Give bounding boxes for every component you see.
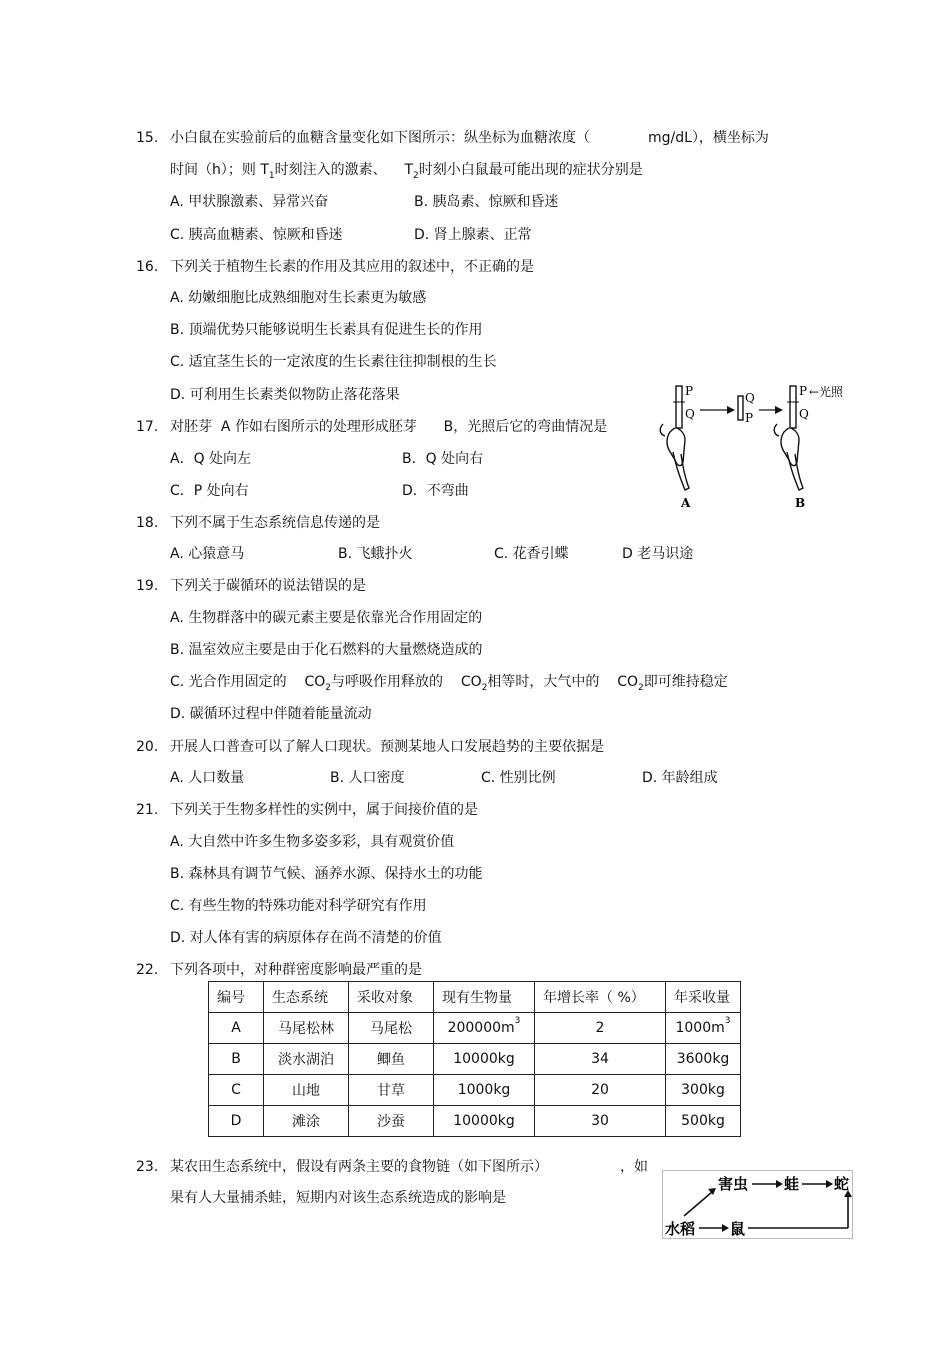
table-row <box>209 1013 741 1044</box>
column-header: 年采收量 <box>666 982 741 1013</box>
node-mouse: 鼠 <box>730 1220 746 1238</box>
question-number: 22. <box>136 962 159 978</box>
option-d: D. 肾上腺素、正常 <box>414 227 532 243</box>
option-b: B. 顶端优势只能够说明生长素具有促进生长的作用 <box>170 322 483 338</box>
label-p-a: P <box>685 384 694 398</box>
table-cell: 淡水湖泊 <box>264 1044 349 1075</box>
table-row <box>209 1075 741 1106</box>
light-label: ←光照 <box>809 385 844 399</box>
option-d: D. 碳循环过程中伴随着能量流动 <box>170 706 372 722</box>
table-cell: A <box>209 1013 264 1044</box>
question-stem: 小白鼠在实验前后的血糖含量变化如下图所示：纵坐标为血糖浓度（ mg/dL），横坐标为 <box>170 130 769 146</box>
label-p-b: P <box>799 384 808 398</box>
question-stem: 下列关于生物多样性的实例中，属于间接价值的是 <box>170 802 478 818</box>
option-c: C. 光合作用固定的 $CO_2$与呼吸作用释放的 $CO_2$相等时，大气中的 $CO_2$即可维持稳定 <box>170 674 728 693</box>
option-a: A．Q 处向左 <box>170 451 252 467</box>
node-pest: 害虫 <box>718 1175 749 1193</box>
table-cell: 500kg <box>666 1106 741 1137</box>
coleoptile-figure <box>655 380 855 510</box>
node-snake: 蛇 <box>834 1175 850 1193</box>
question-stem-line2: 果有人大量捕杀蛙，短期内对该生态系统造成的影响是 <box>170 1190 506 1206</box>
option-d: D. 对人体有害的病原体存在尚不清楚的价值 <box>170 930 442 946</box>
question-stem: 下列关于植物生长素的作用及其应用的叙述中，不正确的是 <box>170 259 534 275</box>
label-q-b: Q <box>799 407 809 421</box>
question-number: 17. <box>136 419 159 435</box>
column-header: 生态系统 <box>264 982 349 1013</box>
population-table <box>208 981 741 1137</box>
cut-segment <box>738 396 743 420</box>
option-b: B. 森林具有调节气候、涵养水源、保持水土的功能 <box>170 866 483 882</box>
table-cell: 10000kg <box>434 1106 535 1137</box>
table-cell: $1000m^3$ <box>666 1013 741 1044</box>
table-cell: 1000kg <box>434 1075 535 1106</box>
option-c: C．P 处向右 <box>170 483 249 499</box>
option-b: B. 温室效应主要是由于化石燃料的大量燃烧造成的 <box>170 642 483 658</box>
table-cell: 滩涂 <box>264 1106 349 1137</box>
food-web-diagram <box>662 1170 854 1240</box>
question-stem: 下列各项中，对种群密度影响最严重的是 <box>170 962 422 978</box>
node-frog: 蛙 <box>784 1175 800 1193</box>
table-cell: 山地 <box>264 1075 349 1106</box>
arrow-icon <box>700 406 735 414</box>
option-a: A. 生物群落中的碳元素主要是依靠光合作用固定的 <box>170 610 483 626</box>
question-number: 18. <box>136 515 159 531</box>
label-a: A <box>681 496 691 510</box>
option-a: A. 人口数量 <box>170 770 245 786</box>
label-q-mid: Q <box>745 391 755 405</box>
question-stem: 对胚芽 A 作如右图所示的处理形成胚芽 B，光照后它的弯曲情况是 <box>170 419 608 435</box>
table-row <box>209 1106 741 1137</box>
food-web-arrows <box>684 1180 852 1232</box>
option-c: C. 胰高血糖素、惊厥和昏迷 <box>170 227 343 243</box>
table-cell: 300kg <box>666 1075 741 1106</box>
column-header: 编号 <box>209 982 264 1013</box>
question-stem-end: ，如 <box>620 1159 648 1175</box>
option-d: D．不弯曲 <box>402 483 469 499</box>
column-header: 年增长率（ %） <box>535 982 666 1013</box>
question-stem: 下列不属于生态系统信息传递的是 <box>170 515 380 531</box>
option-b: B. 人口密度 <box>330 770 405 786</box>
option-c: C. 性别比例 <box>481 770 556 786</box>
option-a: A. 心猿意马 <box>170 546 245 562</box>
question-stem: 开展人口普查可以了解人口现状。预测某地人口发展趋势的主要依据是 <box>170 739 604 755</box>
table-header-row <box>209 982 741 1013</box>
question-stem-line2: 时间（h）；则 $T_1$时刻注入的激素、 $T_2$时刻小白鼠最可能出现的症状分别是 <box>170 162 643 181</box>
column-header: 采收对象 <box>349 982 434 1013</box>
option-d: D. 年龄组成 <box>642 770 718 786</box>
question-number: 23. <box>136 1159 159 1175</box>
question-number: 19. <box>136 578 159 594</box>
table-cell: 沙蚕 <box>349 1106 434 1137</box>
option-c: C. 花香引蝶 <box>494 546 569 562</box>
option-b: B．Q 处向右 <box>402 451 484 467</box>
option-d: D 老马识途 <box>622 546 694 562</box>
node-rice: 水稻 <box>665 1220 696 1238</box>
table-cell: B <box>209 1044 264 1075</box>
question-stem: 某农田生态系统中，假设有两条主要的食物链（如下图所示） <box>170 1159 548 1175</box>
table-cell: $200000m^3$ <box>434 1013 535 1044</box>
table-cell: C <box>209 1075 264 1106</box>
table-cell: 20 <box>535 1075 666 1106</box>
column-header: 现有生物量 <box>434 982 535 1013</box>
question-stem: 下列关于碳循环的说法错误的是 <box>170 578 366 594</box>
option-c: C. 适宜茎生长的一定浓度的生长素往往抑制根的生长 <box>170 354 497 370</box>
option-d: D. 可利用生长素类似物防止落花落果 <box>170 387 400 403</box>
question-number: 15. <box>136 130 159 146</box>
option-b: B. 胰岛素、惊厥和昏迷 <box>414 194 559 210</box>
table-cell: 3600kg <box>666 1044 741 1075</box>
table-cell: 34 <box>535 1044 666 1075</box>
table-cell: 10000kg <box>434 1044 535 1075</box>
table-cell: 鲫鱼 <box>349 1044 434 1075</box>
label-p-mid: P <box>745 411 754 425</box>
question-number: 20. <box>136 739 159 755</box>
option-a: A. 大自然中许多生物多姿多彩，具有观赏价值 <box>170 834 455 850</box>
table-cell: 2 <box>535 1013 666 1044</box>
question-number: 21. <box>136 802 159 818</box>
table-cell: 30 <box>535 1106 666 1137</box>
table-cell: D <box>209 1106 264 1137</box>
label-q-a: Q <box>685 407 695 421</box>
table-cell: 马尾松林 <box>264 1013 349 1044</box>
option-b: B. 飞蛾扑火 <box>338 546 413 562</box>
question-number: 16. <box>136 259 159 275</box>
option-c: C. 有些生物的特殊功能对科学研究有作用 <box>170 898 427 914</box>
label-b: B <box>795 496 806 510</box>
option-a: A. 幼嫩细胞比成熟细胞对生长素更为敏感 <box>170 290 427 306</box>
table-cell: 马尾松 <box>349 1013 434 1044</box>
table-cell: 甘草 <box>349 1075 434 1106</box>
option-a: A. 甲状腺激素、异常兴奋 <box>170 194 329 210</box>
table-row <box>209 1044 741 1075</box>
arrow-icon <box>759 406 783 414</box>
